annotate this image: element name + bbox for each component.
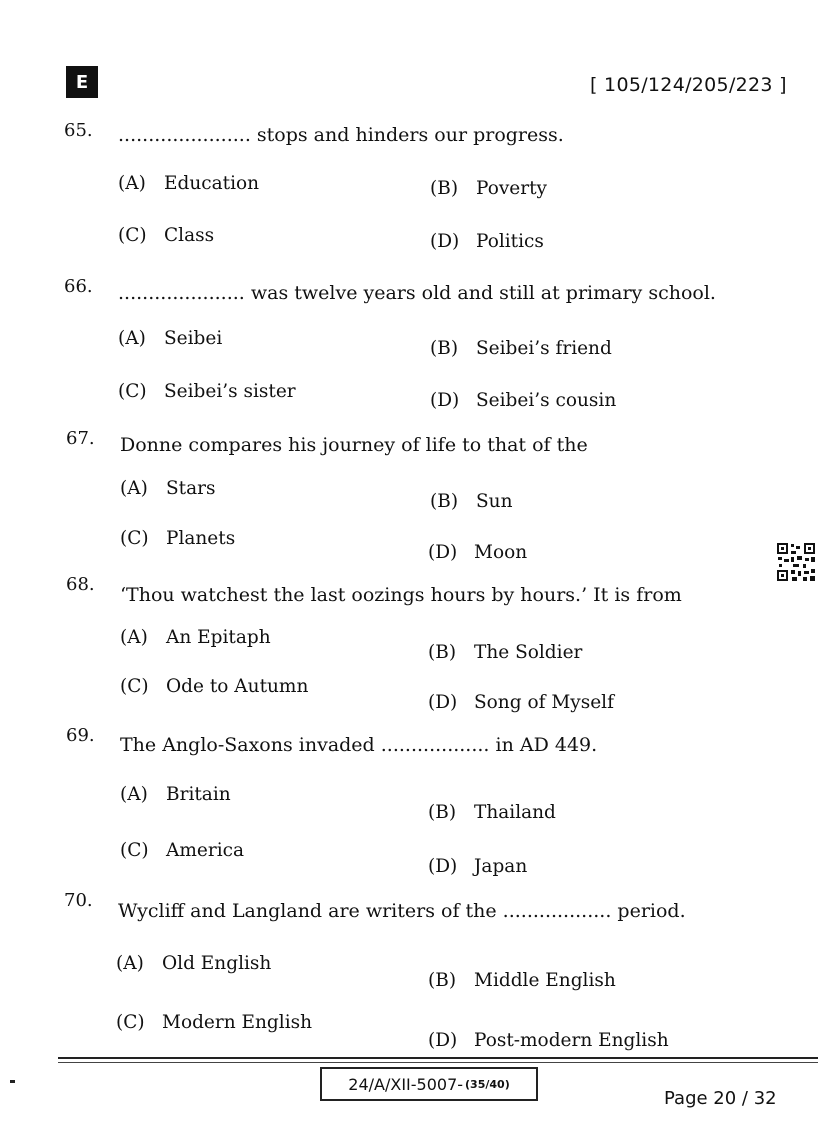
question-number: 65.	[64, 120, 93, 141]
option-b: (B) Poverty	[430, 178, 547, 199]
question-text: Wycliff and Langland are writers of the .................. period.	[118, 900, 686, 922]
footer-rule	[58, 1057, 818, 1059]
question-number: 70.	[64, 890, 93, 911]
question-text: ‘Thou watchest the last oozings hours by hours.’ It is from	[120, 584, 682, 606]
paper-code-suffix: (35/40)	[465, 1077, 510, 1091]
option-b: (B) Middle English	[428, 970, 616, 991]
option-d: (D) Seibei’s cousin	[430, 390, 617, 411]
option-b: (B) The Soldier	[428, 642, 583, 663]
option-a: (A) Seibei	[118, 328, 223, 349]
question-text: ..................... was twelve years old and still at primary school.	[118, 282, 716, 304]
subject-codes: [ 105/124/205/223 ]	[590, 74, 787, 96]
question-text: Donne compares his journey of life to that of the	[120, 434, 588, 456]
series-badge: E	[66, 66, 98, 98]
option-b: (B) Seibei’s friend	[430, 338, 612, 359]
question-text: The Anglo-Saxons invaded .................. in AD 449.	[120, 734, 598, 756]
question-number: 66.	[64, 276, 93, 297]
option-a: (A) Britain	[120, 784, 231, 805]
footer-rule-thin	[58, 1062, 818, 1063]
scan-mark	[10, 1080, 15, 1083]
paper-code: 24/A/XII-5007-	[348, 1074, 464, 1094]
option-a: (A) Stars	[120, 478, 216, 499]
option-c: (C) Seibei’s sister	[118, 381, 296, 402]
option-d: (D) Politics	[430, 231, 544, 252]
option-d: (D) Song of Myself	[428, 692, 614, 713]
option-a: (A) An Epitaph	[120, 627, 271, 648]
option-a: (A) Old English	[116, 953, 272, 974]
option-d: (D) Japan	[428, 856, 528, 877]
paper-code-box	[320, 1067, 538, 1101]
option-c: (C) Modern English	[116, 1012, 313, 1033]
option-c: (C) America	[120, 840, 245, 861]
option-d: (D) Post-modern English	[428, 1030, 669, 1051]
question-number: 68.	[66, 574, 95, 595]
question-number: 67.	[66, 428, 95, 449]
option-b: (B) Thailand	[428, 802, 556, 823]
question-text: ...................... stops and hinders our progress.	[118, 124, 564, 146]
question-number: 69.	[66, 725, 95, 746]
option-c: (C) Class	[118, 225, 215, 246]
option-c: (C) Planets	[120, 528, 236, 549]
option-a: (A) Education	[118, 173, 260, 194]
option-d: (D) Moon	[428, 542, 528, 563]
option-c: (C) Ode to Autumn	[120, 676, 309, 697]
page-number: Page 20 / 32	[664, 1088, 777, 1109]
option-b: (B) Sun	[430, 491, 513, 512]
qr-code-icon	[776, 542, 816, 582]
